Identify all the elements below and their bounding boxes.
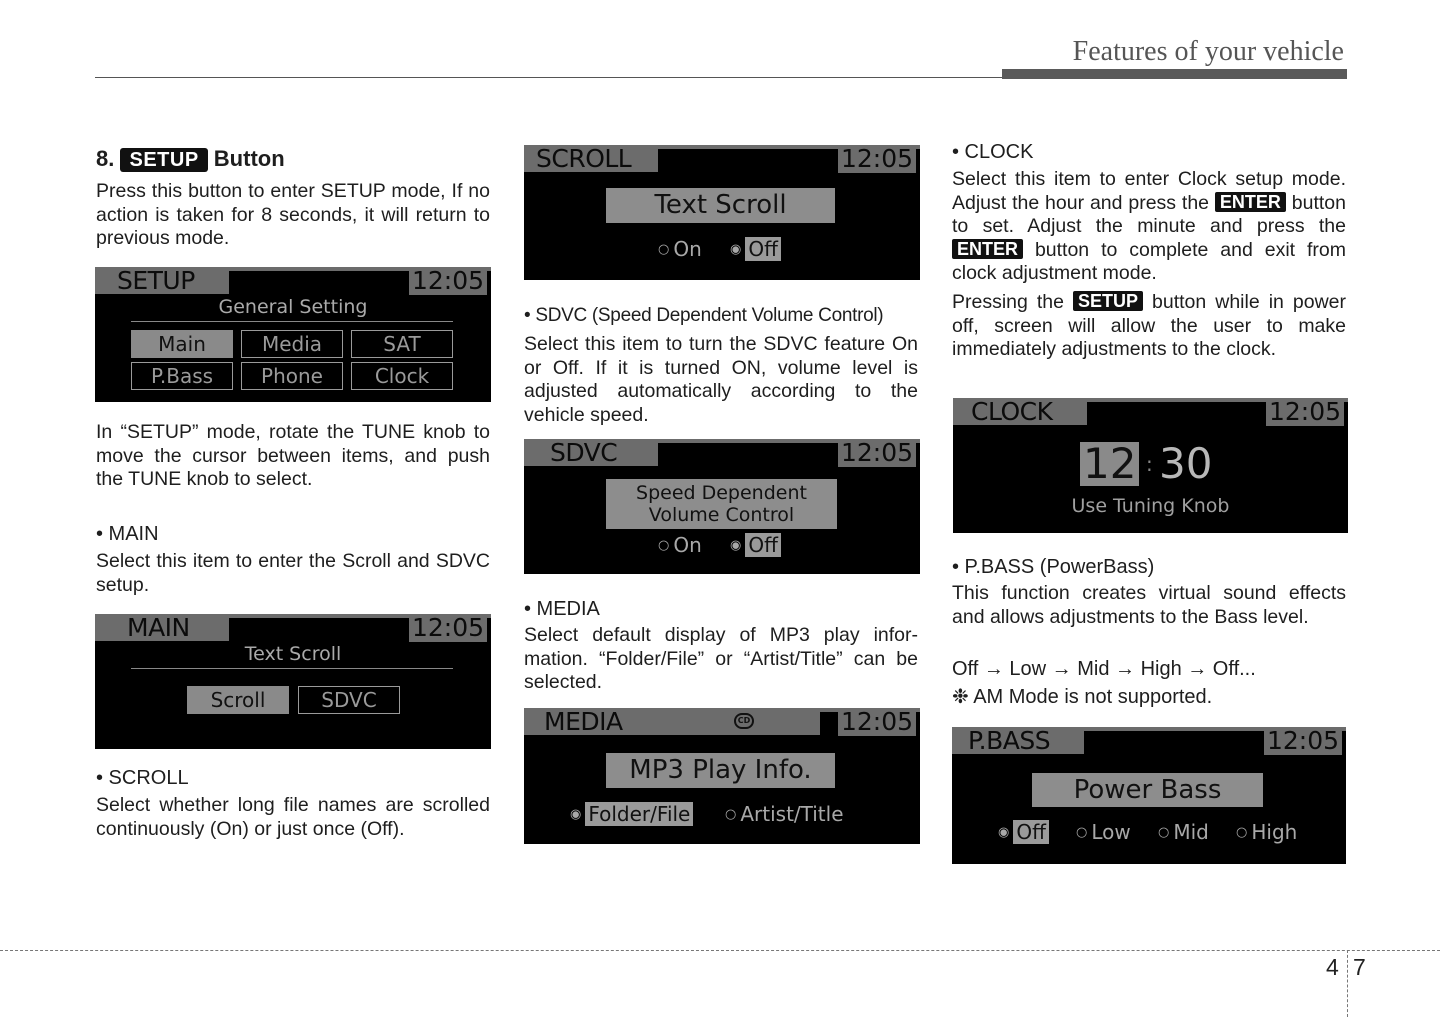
footer-page-divider	[1347, 950, 1348, 1017]
screen-tab: P.BASS	[952, 727, 1084, 754]
sdvc-text: Select this item to turn the SDVC feature On or Off. If it is turned ON, volume level is adjusted automatically according to the vehicle speed.	[524, 333, 918, 426]
sdvc-off-option[interactable]: ◉ Off	[730, 533, 781, 557]
setup-media-button[interactable]: Media	[241, 330, 343, 358]
setup-main-button[interactable]: Main	[131, 330, 233, 358]
screen-time: 12:05	[1266, 398, 1344, 426]
enter-badge: ENTER	[952, 239, 1023, 259]
clock-heading: • CLOCK	[952, 141, 1034, 163]
pbass-heading: • P.BASS (PowerBass)	[952, 556, 1155, 578]
footer-dashed-rule	[0, 950, 1440, 951]
setup-sat-button[interactable]: SAT	[351, 330, 453, 358]
setup-clock-button[interactable]: Clock	[351, 362, 453, 390]
setup-badge: SETUP	[1073, 291, 1143, 311]
screen-time: 12:05	[1264, 727, 1342, 755]
clock-hour[interactable]: 12	[1080, 442, 1139, 486]
screen-tab: SDVC	[524, 439, 658, 466]
pbass-levels: Off → Low → Mid → High → Off...	[952, 658, 1256, 680]
screen-time: 12:05	[838, 708, 916, 736]
pbass-off-option[interactable]: ◉ Off	[998, 820, 1049, 844]
main-scroll-button[interactable]: Scroll	[187, 686, 289, 714]
folder-file-option[interactable]: ◉ Folder/File	[570, 802, 693, 826]
sdvc-on-option[interactable]: ○ On	[658, 533, 702, 557]
setup-screen	[95, 267, 491, 402]
scroll-on-option[interactable]: ○ On	[658, 237, 702, 261]
media-screen	[524, 708, 920, 844]
scroll-off-option[interactable]: ◉ Off	[730, 237, 781, 261]
pbass-high-option[interactable]: ○ High	[1236, 820, 1298, 844]
section-word: Button	[213, 146, 285, 171]
tuning-knob-hint: Use Tuning Knob	[1071, 495, 1230, 517]
sdvc-screen	[524, 439, 920, 574]
chapter-number: 4	[1326, 954, 1339, 980]
power-bass-title: Power Bass	[1032, 773, 1263, 807]
screen-subtitle: General Setting	[218, 296, 368, 318]
artist-title-option[interactable]: ○ Artist/Title	[725, 802, 844, 826]
main-heading: • MAIN	[96, 523, 159, 545]
media-text: Select default display of MP3 play infor-mation. “Folder/File” or “Artist/Title” can be selected.	[524, 624, 918, 693]
setup-badge: SETUP	[120, 148, 207, 172]
screen-subtitle: Text Scroll	[244, 643, 342, 665]
clock-text: Select this item to enter Clock setup mode. Adjust the hour and press the ENTER button to set. Adjust the minute and press the ENTER button to complete and exit from clock adjustment mode.	[952, 168, 1346, 284]
scroll-screen	[524, 145, 920, 280]
sdvc-title: Speed Dependent Volume Control	[606, 479, 837, 529]
screen-time: 12:05	[838, 145, 916, 173]
screen-tab: MEDIA	[524, 708, 658, 735]
main-screen	[95, 614, 491, 749]
screen-tab: SETUP	[95, 267, 229, 294]
media-heading: • MEDIA	[524, 598, 600, 620]
enter-badge: ENTER	[1215, 192, 1286, 212]
scroll-heading: • SCROLL	[96, 767, 189, 789]
setup-intro-text: Press this button to enter SETUP mode, If no action is taken for 8 seconds, it will return to previous mode.	[96, 180, 490, 249]
sdvc-heading: • SDVC (Speed Dependent Volume Control)	[524, 305, 884, 326]
pbass-mid-option[interactable]: ○ Mid	[1158, 820, 1209, 844]
screen-time: 12:05	[409, 267, 487, 295]
pbass-low-option[interactable]: ○ Low	[1076, 820, 1131, 844]
mp3-play-info-title: MP3 Play Info.	[606, 753, 835, 788]
screen-time: 12:05	[409, 614, 487, 642]
tune-knob-text: In “SETUP” mode, rotate the TUNE knob to move the cursor between items, and push the TUNE knob to select.	[96, 421, 490, 490]
pbass-text: This function creates virtual sound effects and allows adjustments to the Bass level.	[952, 582, 1346, 628]
screen-tab: CLOCK	[953, 398, 1087, 425]
pbass-screen	[952, 727, 1346, 864]
text-scroll-title: Text Scroll	[606, 188, 835, 223]
screen-tab: MAIN	[95, 614, 229, 641]
section-number: 8.	[96, 146, 115, 171]
page-number: 7	[1353, 954, 1366, 980]
section-heading	[96, 146, 285, 172]
setup-phone-button[interactable]: Phone	[241, 362, 343, 390]
main-text: Select this item to enter the Scroll and SDVC setup.	[96, 550, 490, 596]
cd-icon: CD	[734, 713, 754, 729]
clock-screen: CLOCK 12:05 12 : 30 Use Tuning Knob	[953, 398, 1348, 533]
screen-time: 12:05	[838, 439, 916, 467]
setup-pbass-button[interactable]: P.Bass	[131, 362, 233, 390]
page-header-title: Features of your vehicle	[1072, 36, 1344, 67]
header-accent-bar	[1002, 69, 1347, 79]
clock-minute[interactable]: 30	[1159, 439, 1213, 488]
screen-tab: SCROLL	[524, 145, 658, 172]
main-sdvc-button[interactable]: SDVC	[298, 686, 400, 714]
am-mode-note: ❉ AM Mode is not supported.	[952, 686, 1213, 708]
scroll-text: Select whether long file names are scrolled continuously (On) or just once (Off).	[96, 794, 490, 840]
pressing-setup-text: Pressing the SETUP button while in power off, screen will allow the user to make immediately adjustments to the clock.	[952, 291, 1346, 360]
